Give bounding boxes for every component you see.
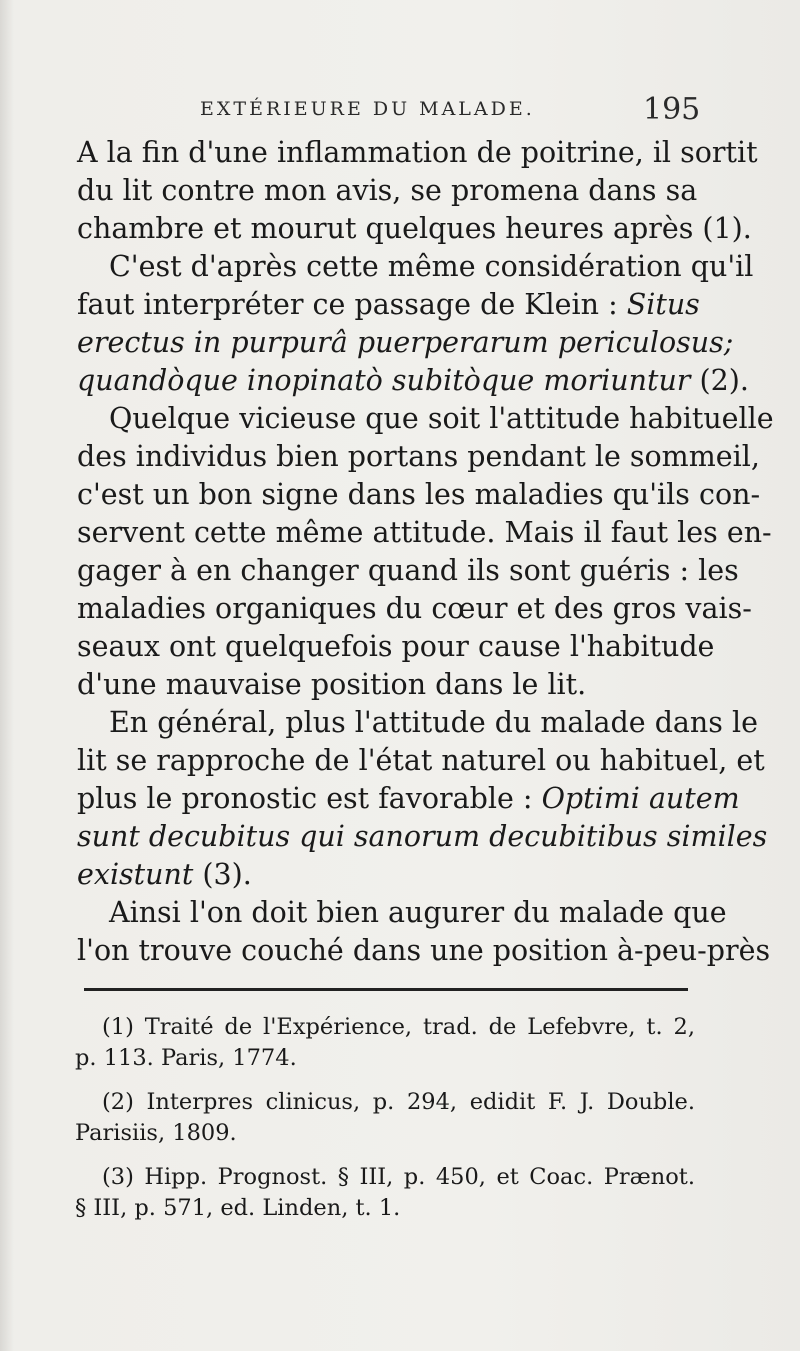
text-line: des individus bien portans pendant le sommeil, — [77, 440, 760, 473]
footnote-separator — [84, 988, 688, 991]
text-line: d'une mauvaise position dans le lit. — [77, 668, 587, 701]
italic-segment: Situs — [626, 288, 700, 321]
page-header — [0, 92, 800, 128]
text-line — [77, 856, 693, 894]
italic-segment: existunt — [77, 858, 194, 891]
text-line: l'on trouve couché dans une position à-peu-près — [77, 934, 771, 967]
text-line — [77, 780, 740, 818]
text-line: gager à en changer quand ils sont guéris : les — [77, 554, 739, 587]
footnote-1: (1) Traité de l'Expérience, trad. de Lefebvre, t. 2, — [102, 1014, 695, 1040]
page-number: 195 — [643, 92, 701, 127]
footnotes — [75, 1012, 695, 1224]
text-line: En général, plus l'attitude du malade dans le — [109, 706, 758, 739]
text-line: erectus in purpurâ puerperarum periculosus; — [77, 326, 734, 359]
reference-marker: (3). — [193, 858, 252, 891]
footnote-2-cont: Parisiis, 1809. — [75, 1120, 237, 1146]
running-head: EXTÉRIEURE DU MALADE. — [200, 98, 535, 120]
italic-segment: quandòque inopinatò subitòque moriuntur — [77, 364, 691, 397]
text-line: A la fin d'une inflammation de poitrine, il sortit — [77, 136, 758, 169]
text-line: seaux ont quelquefois pour cause l'habitude — [77, 630, 715, 663]
footnote-3-cont: § III, p. 571, ed. Linden, t. 1. — [75, 1195, 401, 1221]
text-line: c'est un bon signe dans les maladies qu'ils con- — [77, 478, 761, 511]
text-line: C'est d'après cette même considération qu'il — [109, 250, 754, 283]
text-line: chambre et mourut quelques heures après (1). — [77, 212, 752, 245]
footnote-1-cont: p. 113. Paris, 1774. — [75, 1045, 297, 1071]
text-line: sunt decubitus qui sanorum decubitibus similes — [77, 820, 768, 853]
text-line: servent cette même attitude. Mais il faut les en- — [77, 516, 772, 549]
text-line — [77, 362, 749, 400]
italic-segment: Optimi autem — [541, 782, 740, 815]
text-line: Ainsi l'on doit bien augurer du malade que — [109, 896, 727, 929]
text-line: maladies organiques du cœur et des gros vais- — [77, 592, 752, 625]
text-segment: faut interpréter ce passage de Klein : — [77, 288, 627, 321]
text-line: lit se rapproche de l'état naturel ou habituel, et — [77, 744, 765, 777]
body-text — [77, 134, 774, 970]
text-segment: plus le pronostic est favorable : — [77, 782, 542, 815]
footnote-2: (2) Interpres clinicus, p. 294, edidit F. J. Double. — [102, 1089, 695, 1115]
reference-marker: (2). — [690, 364, 749, 397]
footnote-3: (3) Hipp. Prognost. § III, p. 450, et Coac. Prænot. — [102, 1164, 695, 1190]
text-line: Quelque vicieuse que soit l'attitude habituelle — [109, 402, 774, 435]
text-line: du lit contre mon avis, se promena dans sa — [77, 174, 698, 207]
text-line — [77, 286, 700, 324]
